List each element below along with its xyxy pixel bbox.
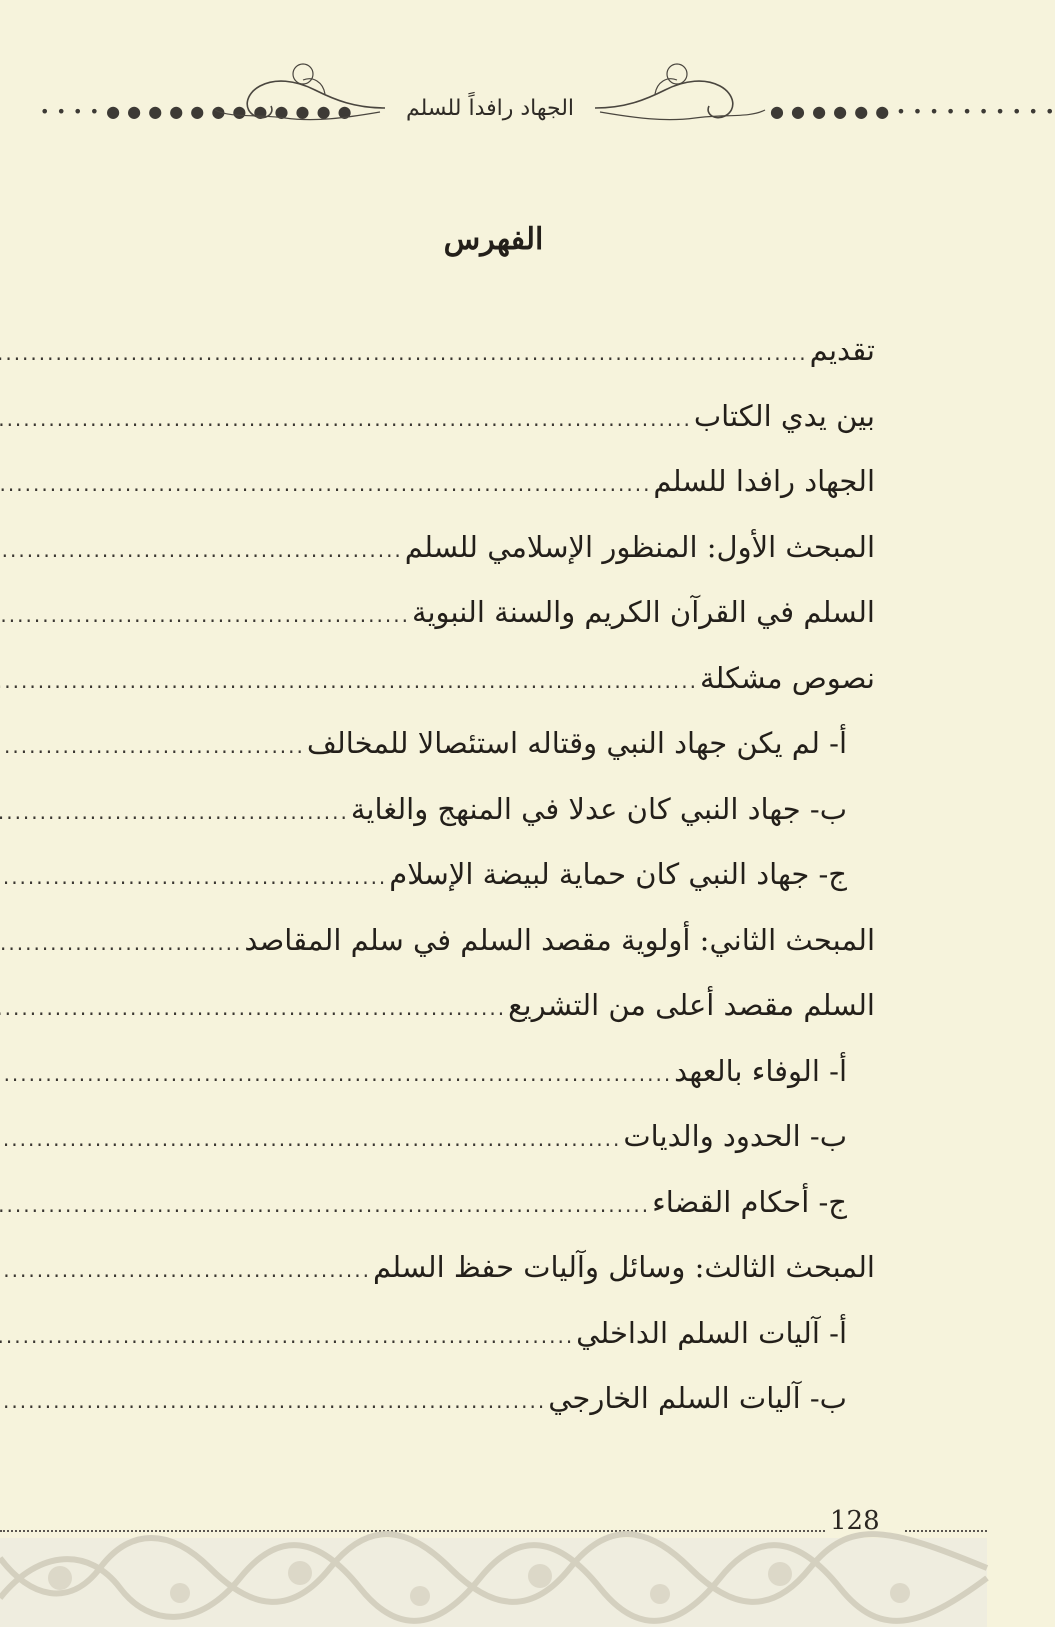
- dot-leader: [0, 780, 349, 846]
- toc-entry: [110, 646, 875, 712]
- dot-leader: [0, 1369, 546, 1435]
- toc-entry-label: ج- أحكام القضاء: [652, 1184, 847, 1219]
- toc-entry-label: المبحث الثاني: أولوية مقصد السلم في سلم المقاصد: [244, 922, 875, 957]
- dot-leader: [0, 1107, 621, 1173]
- toc-entry: [110, 580, 875, 646]
- toc-entry-label: بين يدي الكتاب: [693, 398, 875, 433]
- toc-subentry: [110, 1104, 875, 1170]
- toc-entry-label: أ- لم يكن جهاد النبي وقتاله استئصالا للمخالف: [306, 726, 847, 760]
- toc-entry: [110, 449, 875, 515]
- toc-entry-label: نصوص مشكلة: [699, 660, 875, 695]
- dot-leader: [0, 321, 808, 387]
- toc-entry-label: السلم مقصد أعلى من التشريع: [508, 988, 875, 1022]
- toc-subentry: [110, 777, 875, 843]
- table-of-contents: [110, 318, 875, 1432]
- dot-leader: [0, 583, 410, 649]
- dot-leader: [0, 452, 651, 518]
- toc-entry-label: أ- الوفاء بالعهد: [674, 1053, 847, 1088]
- toc-entry-label: الجهاد رافدا للسلم: [653, 464, 875, 498]
- toc-entry-label: المبحث الثالث: وسائل وآليات حفظ السلم: [372, 1250, 875, 1284]
- toc-title: الفهرس: [443, 222, 544, 257]
- dot-leader: [0, 911, 242, 977]
- footer-dotted-rule-right: [905, 1530, 987, 1534]
- toc-subentry: [110, 1301, 875, 1367]
- toc-subentry: [110, 1366, 875, 1432]
- running-title: الجهاد رافداً للسلم: [405, 96, 575, 121]
- dot-leader: [0, 1238, 371, 1304]
- dot-leader: [0, 518, 403, 584]
- toc-subentry: [110, 1039, 875, 1105]
- damask-pattern-icon: [0, 1538, 987, 1627]
- toc-entry-label: أ- آليات السلم الداخلي: [576, 1315, 847, 1350]
- flourish-left-icon: [205, 60, 390, 150]
- toc-subentry: [110, 1170, 875, 1236]
- toc-entry-label: السلم في القرآن الكريم والسنة النبوية: [411, 595, 875, 629]
- header-dots-right: ● ● ● ● ● ● • • • • • • • • • •: [770, 102, 1055, 121]
- dot-leader: [0, 845, 387, 911]
- dot-leader: [0, 1304, 574, 1370]
- dot-leader: [0, 649, 698, 715]
- toc-entry-label: ب- آليات السلم الخارجي: [548, 1381, 847, 1415]
- page-number: 128: [830, 1506, 880, 1536]
- toc-entry-label: المبحث الأول: المنظور الإسلامي للسلم: [404, 529, 875, 564]
- toc-subentry: [110, 842, 875, 908]
- toc-entry-label: ب- جهاد النبي كان عدلا في المنهج والغاية: [350, 791, 847, 826]
- toc-entry: [110, 1235, 875, 1301]
- dot-leader: [0, 1173, 650, 1239]
- toc-entry: [110, 318, 875, 384]
- dot-leader: [0, 387, 692, 453]
- footer-dotted-rule-left: [0, 1530, 825, 1534]
- dot-leader: [0, 1042, 672, 1108]
- toc-entry: [110, 384, 875, 450]
- page-header: [0, 60, 1055, 150]
- toc-entry: [110, 973, 875, 1039]
- header-dots-left: • • • • ● ● ● ● ● ● ● ● ● ● ● ●: [40, 102, 353, 121]
- flourish-right-icon: [590, 60, 775, 150]
- toc-entry-label: ب- الحدود والديات: [623, 1119, 847, 1153]
- toc-entry: [110, 908, 875, 974]
- dot-leader: [0, 714, 305, 780]
- toc-entry-label: تقديم: [809, 333, 875, 367]
- dot-leader: [0, 976, 506, 1042]
- toc-entry: [110, 515, 875, 581]
- toc-subentry: [110, 711, 875, 777]
- toc-entry-label: ج- جهاد النبي كان حماية لبيضة الإسلام: [389, 857, 847, 891]
